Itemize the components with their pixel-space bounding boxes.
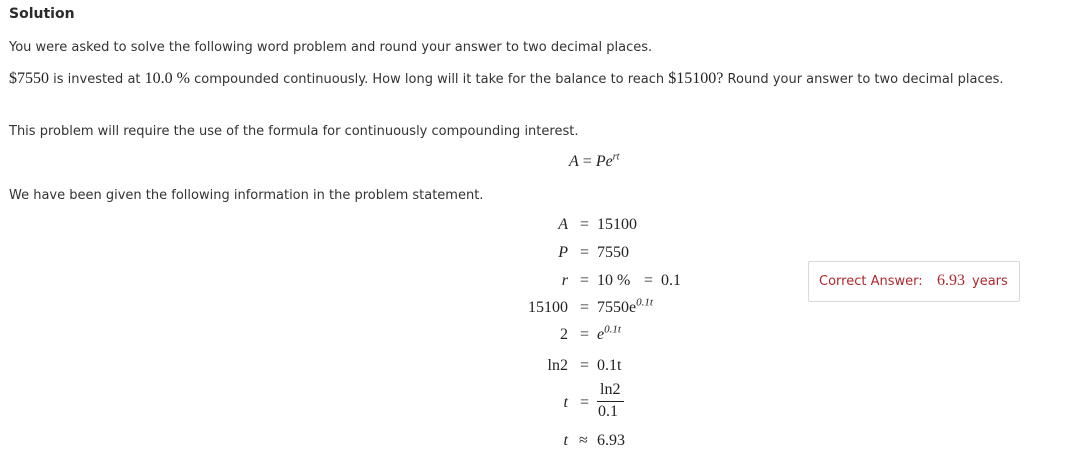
step-equals: = xyxy=(580,216,590,233)
step-row xyxy=(0,432,568,456)
step-equals: = xyxy=(580,394,590,411)
step-lhs: 2 xyxy=(560,326,568,343)
step-rhs xyxy=(597,323,621,344)
formula-base: Pe xyxy=(595,153,613,170)
problem-statement xyxy=(9,70,1004,88)
step-exponent: 0.1t xyxy=(636,296,653,309)
formula-equals: = xyxy=(582,153,592,170)
step-lhs: r xyxy=(561,272,568,289)
step-rhs: 6.93 xyxy=(597,432,625,449)
interest-rate: 10.0 % xyxy=(144,70,190,87)
step-row xyxy=(0,216,568,240)
step-rhs: 10 % xyxy=(597,272,631,289)
problem-text-2: compounded continuously. How long will it take for the balance to reach xyxy=(189,72,669,87)
step-equals: = xyxy=(644,272,654,289)
step-rhs: 7550 xyxy=(597,244,629,261)
step-lhs: ln2 xyxy=(547,357,568,374)
step-row xyxy=(0,299,568,323)
step-equals: = xyxy=(580,272,590,289)
principal-amount: $7550 xyxy=(9,70,49,87)
fraction-denominator: 0.1 xyxy=(598,403,618,420)
target-amount: $15100? xyxy=(668,70,724,87)
correct-answer-box xyxy=(808,261,1020,302)
step-lhs: t xyxy=(563,394,568,411)
step-lhs: A xyxy=(558,216,568,233)
step-equals: = xyxy=(580,244,590,261)
step-row xyxy=(0,357,568,381)
compound-formula xyxy=(569,153,619,171)
formula-exponent: rt xyxy=(612,151,620,163)
step-lhs: t xyxy=(563,432,568,449)
answer-value: 6.93 xyxy=(937,272,965,289)
step-row xyxy=(0,394,568,418)
given-intro-text: We have been given the following information in the problem statement. xyxy=(9,188,484,203)
formula-intro-text: This problem will require the use of the formula for continuously compounding interest. xyxy=(9,124,579,139)
answer-label: Correct Answer: xyxy=(819,274,923,289)
step-lhs: 15100 xyxy=(528,299,568,316)
step-row xyxy=(0,272,568,296)
problem-text-3: Round your answer to two decimal places. xyxy=(723,72,1004,87)
step-rhs: 15100 xyxy=(597,216,637,233)
fraction-numerator: ln2 xyxy=(600,381,621,398)
fraction-bar xyxy=(597,401,624,402)
step-rhs: 0.1t xyxy=(597,357,622,374)
intro-text: You were asked to solve the following word problem and round your answer to two decimal places. xyxy=(9,40,653,55)
step-equals: = xyxy=(580,357,590,374)
step-exponent: 0.1t xyxy=(604,323,621,336)
formula-lhs: A xyxy=(569,153,579,170)
step-rhs-base: 7550e xyxy=(597,299,637,316)
step-row xyxy=(0,244,568,268)
problem-text-1: is invested at xyxy=(49,72,145,87)
answer-unit: years xyxy=(972,274,1008,289)
page-title: Solution xyxy=(9,6,75,22)
step-approx: ≈ xyxy=(579,432,588,449)
step-rhs xyxy=(597,296,653,317)
step-rhs-base: e xyxy=(597,326,605,343)
step-equals: = xyxy=(580,326,590,343)
step-lhs: P xyxy=(558,244,568,261)
step-equals: = xyxy=(580,299,590,316)
step-row xyxy=(0,326,568,350)
step-rhs-decimal: 0.1 xyxy=(661,272,681,289)
